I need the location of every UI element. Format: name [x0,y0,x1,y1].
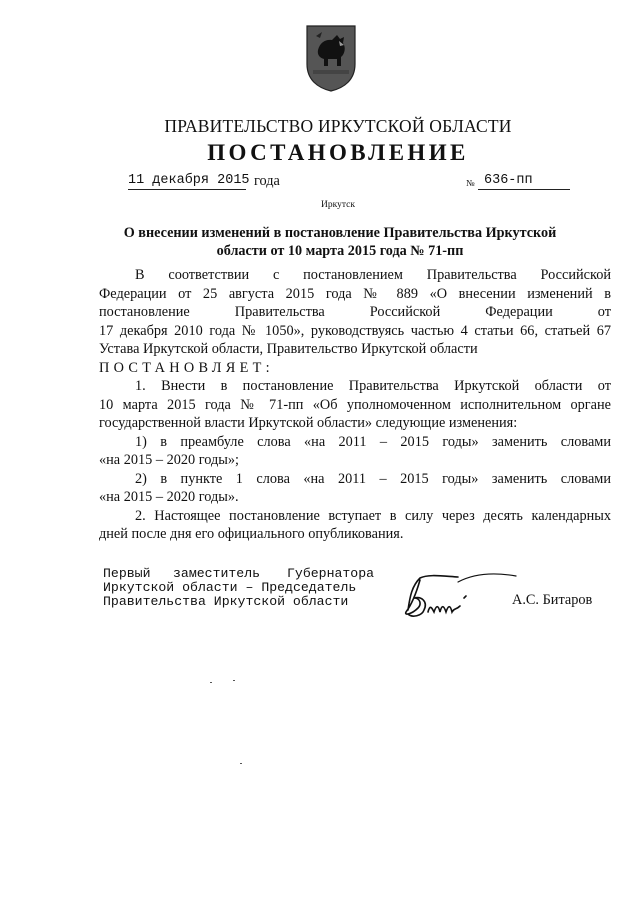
body-line: государственной власти Иркутской области» следующие изменения: [99,415,518,431]
signer-word: Иркутской области [103,580,238,595]
body-line: 2. Настоящее постановление вступает в силу через десять календарных [135,507,611,524]
coat-of-arms-icon [304,24,358,92]
document-type-title: ПОСТАНОВЛЕНИЕ [207,140,469,165]
document-number: 636-пп [484,173,533,188]
body-line: «на 2015 – 2020 годы». [99,489,239,505]
signer-word: Губернатора [287,566,375,581]
date-suffix: года [254,173,280,189]
body-line: 17 декабря 2010 года № 1050», руководствуясь частью 4 статьи 66, статьей 67 [99,322,611,339]
body-line: дней после дня его официального опубликования. [99,526,404,542]
signer-word: – [245,580,254,595]
body-line: постановление Правительства Российской Федерации от [99,304,611,320]
body-line: 10 марта 2015 года № 71-пп «Об уполномоченном исполнительном органе [99,396,611,413]
body-line: 1) в преамбуле слова «на 2011 – 2015 годы» заменить словами [135,433,611,450]
government-name: ПРАВИТЕЛЬСТВО ИРКУТСКОЙ ОБЛАСТИ [164,116,512,136]
signer-word: Первый [103,566,151,581]
city-name: Иркутск [321,200,355,210]
resolves-heading: ПОСТАНОВЛЯЕТ: [99,359,274,376]
body-line: Федерации от 25 августа 2015 года № 889 «О внесении изменений в [99,285,611,302]
number-sign: № [466,178,475,188]
subject-line: области от 10 марта 2015 года № 71-пп [216,243,464,259]
scan-speck [210,682,212,683]
signer-title [103,567,374,609]
document-subject [100,224,580,260]
signer-name: А.С. Битаров [512,592,593,608]
signer-word: Правительства Иркутской области [103,594,349,609]
body-line: «на 2015 – 2020 годы»; [99,452,240,468]
signer-word: заместитель [173,566,261,581]
body-line: Устава Иркутской области, Правительство Иркутской области [99,341,478,357]
body-line: 1. Внести в постановление Правительства Иркутской области от [135,378,611,394]
date-value: 11 декабря 2015 [128,173,250,188]
subject-line: О внесении изменений в постановление Правительства Иркутской [123,225,557,241]
document-body [99,266,611,544]
signer-word: Председатель [261,580,357,595]
scan-speck [240,763,242,764]
handwritten-signature [398,568,518,624]
scan-speck [233,680,235,681]
body-line: 2) в пункте 1 слова «на 2011 – 2015 годы» заменить словами [135,470,611,487]
body-line: В соответствии с постановлением Правительства Российской [135,267,611,283]
